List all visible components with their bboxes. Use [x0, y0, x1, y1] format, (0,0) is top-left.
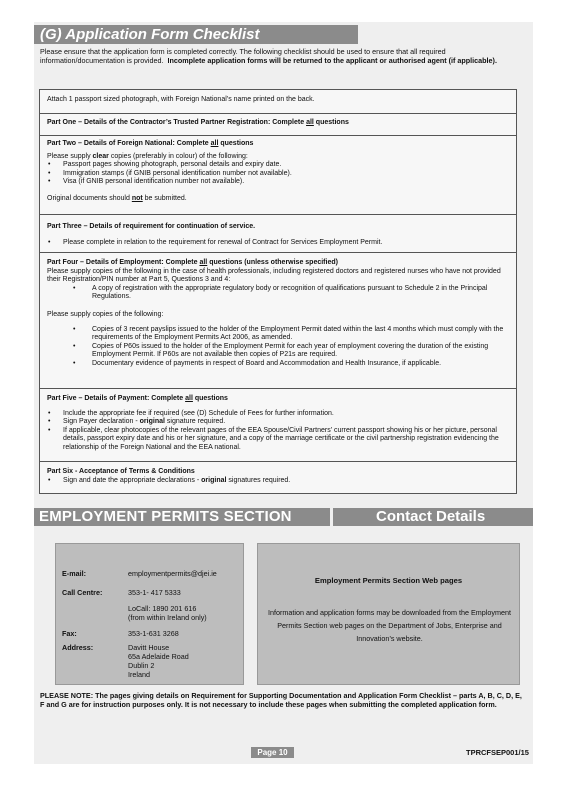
photo-instruction: Attach 1 passport sized photograph, with Foreign National’s name printed on the back. [47, 96, 315, 103]
please-note: PLEASE NOTE: The pages giving details on Requirement for Supporting Documentation and Application Form Checklist – parts A, B, C, D, E, F and G are for instruction purposes only. It is not necessary to include these pages when submitting the completed application form. [40, 691, 522, 709]
web-pages-title: Employment Permits Section Web pages [314, 576, 463, 585]
fax-number: 353-1-631 3268 [128, 629, 179, 638]
part-four-row [40, 252, 516, 388]
email-link[interactable]: employmentpermits@djei.ie [128, 569, 217, 578]
part-two-heading: Part Two – Details of Foreign National: Complete all questions [47, 140, 254, 147]
call-centre-number: 353-1- 417 5333 [128, 588, 181, 597]
locall-number: LoCall: 1890 201 616 [128, 604, 197, 613]
part-two-row [40, 135, 516, 214]
page-number: Page 10 [251, 747, 294, 758]
list-item: • Copies of P60s issued to the holder of the Employment Permit for each year of employment covering the duration of the existing Employment Permit. If P60s are not available then copies of P21s are required. [47, 343, 509, 360]
part-one-row [40, 113, 516, 135]
email-label: E-mail: [62, 569, 86, 578]
list-item: • If applicable, clear photocopies of the relevant pages of the EEA Spouse/Civil Partners’ current passport showing his or her picture, personal details, passport expiry date and his or her signature, and a copy of the marriage certificate or the civil partnership registration evidencing the relationship of the Foreign National and the EEA national. [47, 427, 509, 453]
list-item: • Immigration stamps (if GNIB personal identification number not available). [47, 170, 509, 179]
list-item: • Passport pages showing photograph, personal details and expiry date. [47, 161, 509, 170]
contact-details-box [55, 543, 244, 685]
section-title: EMPLOYMENT PERMITS SECTION [39, 508, 292, 525]
contact-title: Contact Details [376, 508, 486, 525]
form-code: TPRCFSEP001/15 [466, 748, 529, 757]
list-item: • A copy of registration with the appropriate regulatory body or recognition of qualifications pursuant to Schedule 2 in the Principal Regulations. [47, 285, 509, 302]
section-title-bar [34, 508, 330, 526]
part-six-row [40, 461, 516, 493]
part-five-heading: Part Five – Details of Payment: Complete all questions [47, 395, 228, 402]
list-item: • Please complete in relation to the requirement for renewal of Contract for Services Employment Permit. [47, 239, 509, 248]
address-line: 65a Adelaide Road [128, 652, 189, 661]
part-five-row [40, 388, 516, 461]
part-two-original-note: Original documents should not be submitted. [47, 194, 187, 202]
part-one-heading: Part One – Details of the Contractor’s Trusted Partner Registration: Complete all questions [47, 119, 349, 126]
list-item: • Copies of 3 recent payslips issued to the holder of the Employment Permit dated within the last 4 months which must comply with the requirements of the Employment Permits Act 2006, as amended. [47, 326, 509, 343]
list-item: • Sign Payer declaration - original signature required. [47, 418, 509, 427]
part-four-heading: Part Four – Details of Employment: Complete all questions (unless otherwise specified) [47, 259, 338, 266]
intro-text: Please ensure that the application form is completed correctly. The following checklist should be used to ensure that all required information/documentation is provided. [40, 47, 446, 65]
address-label: Address: [62, 643, 94, 652]
web-pages-text: Information and application forms may be downloaded from the Employment Permits Section web pages on the Department of Jobs, Enterprise and Innovation’s website. [268, 608, 511, 643]
fax-label: Fax: [62, 629, 77, 638]
part-two-supply: Please supply clear copies (preferably in colour) of the following: [47, 152, 248, 160]
part-three-heading: Part Three – Details of requirement for continuation of service. [47, 223, 256, 230]
list-item: • Visa (if GNIB personal identification number not available). [47, 178, 509, 187]
page-title: (G) Application Form Checklist [40, 26, 260, 43]
address-line: Ireland [128, 670, 150, 679]
part-six-heading: Part Six - Acceptance of Terms & Conditions [47, 468, 195, 475]
call-centre-label: Call Centre: [62, 588, 103, 597]
address-line: Dublin 2 [128, 661, 155, 670]
list-item: • Include the appropriate fee if required (see (D) Schedule of Fees for further information. [47, 410, 509, 419]
web-pages-box [257, 543, 520, 685]
contact-title-bar [333, 508, 533, 526]
locall-note: (from within Ireland only) [128, 613, 207, 622]
intro-warning: Incomplete application forms will be returned to the applicant or authorised agent (if applicable). [167, 56, 497, 65]
part-four-health-text: Please supply copies of the following in the case of health professionals, including registered doctors and registered nurses who have not provided their Registration/PIN number at Part 5, Questions 3 and 4: [47, 267, 501, 284]
page-title-bar [34, 25, 358, 44]
list-item: • Documentary evidence of payments in respect of Board and Accommodation and Health Insurance, if applicable. [47, 360, 509, 369]
part-three-row [40, 214, 516, 252]
intro-paragraph [40, 47, 526, 65]
list-item: • Sign and date the appropriate declarations - original signatures required. [47, 477, 509, 486]
part-four-supply-text: Please supply copies of the following: [47, 310, 164, 318]
photo-row [40, 90, 516, 113]
address-line: Davitt House [128, 643, 170, 652]
checklist-table [39, 89, 517, 494]
